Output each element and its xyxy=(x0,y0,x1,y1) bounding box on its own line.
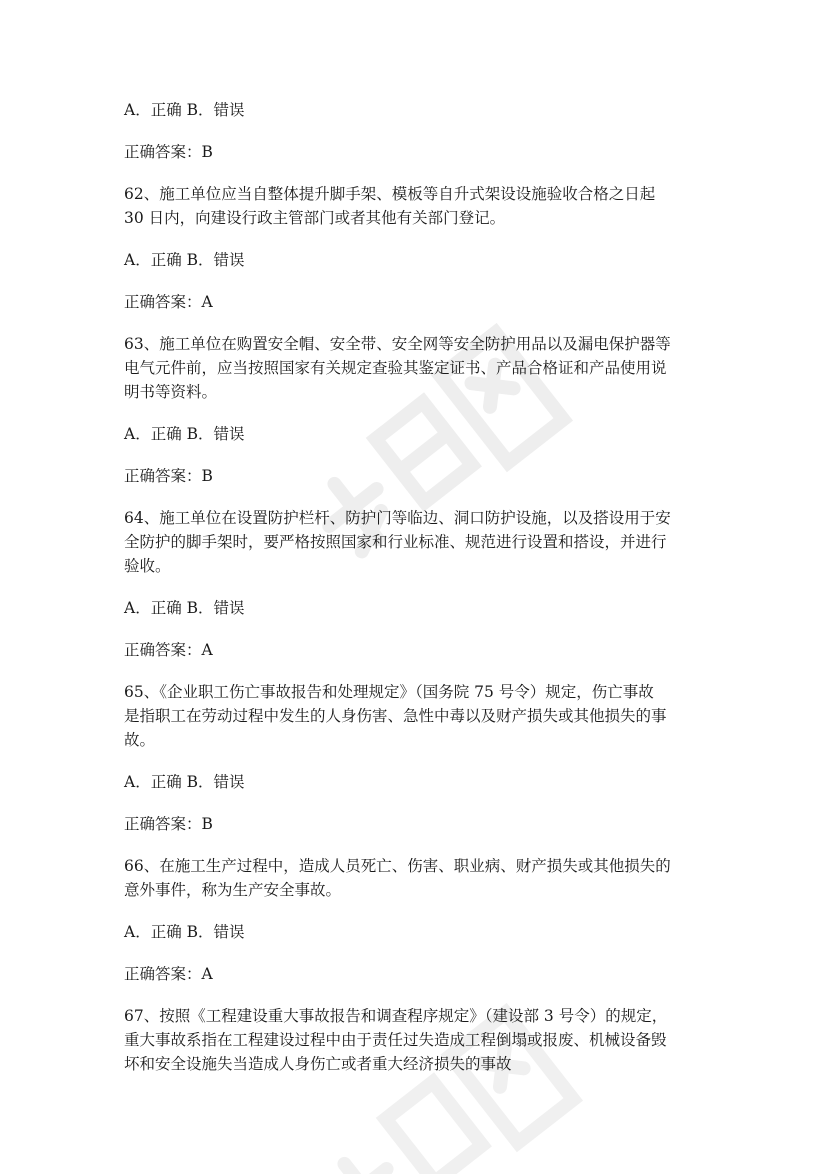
question-line: 重大事故系指在工程建设过程中由于责任过失造成工程倒塌或报废、机械设备毁 xyxy=(124,1031,667,1049)
question-item xyxy=(124,506,724,662)
question-text xyxy=(124,332,724,404)
options-line: A．正确 B．错误 xyxy=(124,425,245,443)
answer-line: 正确答案：A xyxy=(124,965,213,983)
options-line: A．正确 B．错误 xyxy=(124,599,245,617)
question-text xyxy=(124,506,724,578)
question-line: 坏和安全设施失当造成人身伤亡或者重大经济损失的事故 xyxy=(124,1055,512,1073)
answer-line: 正确答案：A xyxy=(124,293,213,311)
question-line: 30 日内，向建设行政主管部门或者其他有关部门登记。 xyxy=(124,209,506,227)
question-text xyxy=(124,182,724,230)
question-item xyxy=(124,332,724,488)
question-item xyxy=(124,854,724,986)
question-line: 意外事件，称为生产安全事故。 xyxy=(124,881,342,899)
options-line: A．正确 B．错误 xyxy=(124,773,245,791)
question-line: 62、施工单位应当自整体提升脚手架、模板等自升式架设设施验收合格之日起 xyxy=(124,185,656,203)
question-line: 63、施工单位在购置安全帽、安全带、安全网等安全防护用品以及漏电保护器等 xyxy=(124,335,671,353)
question-item xyxy=(124,98,724,164)
question-item xyxy=(124,680,724,836)
question-line: 65、《企业职工伤亡事故报告和处理规定》（国务院 75 号令）规定，伤亡事故 xyxy=(124,683,654,701)
question-line: 验收。 xyxy=(124,557,171,575)
options-line: A．正确 B．错误 xyxy=(124,101,245,119)
question-line: 电气元件前，应当按照国家有关规定查验其鉴定证书、产品合格证和产品使用说 xyxy=(124,359,667,377)
question-text xyxy=(124,680,724,752)
question-text xyxy=(124,1004,724,1076)
question-item xyxy=(124,1004,724,1076)
question-list xyxy=(124,98,724,1094)
answer-line: 正确答案：B xyxy=(124,143,213,161)
question-text xyxy=(124,854,724,902)
question-item xyxy=(124,182,724,314)
options-line: A．正确 B．错误 xyxy=(124,923,245,941)
question-line: 明书等资料。 xyxy=(124,383,218,401)
question-line: 67、按照《工程建设重大事故报告和调查程序规定》（建设部 3 号令）的规定， xyxy=(124,1007,668,1025)
question-line: 64、施工单位在设置防护栏杆、防护门等临边、洞口防护设施，以及搭设用于安 xyxy=(124,509,671,527)
answer-line: 正确答案：B xyxy=(124,467,213,485)
answer-line: 正确答案：A xyxy=(124,641,213,659)
question-line: 66、在施工生产过程中，造成人员死亡、伤害、职业病、财产损失或其他损失的 xyxy=(124,857,671,875)
question-line: 是指职工在劳动过程中发生的人身伤害、急性中毒以及财产损失或其他损失的事 xyxy=(124,707,667,725)
answer-line: 正确答案：B xyxy=(124,815,213,833)
question-line: 故。 xyxy=(124,731,156,749)
options-line: A．正确 B．错误 xyxy=(124,251,245,269)
question-line: 全防护的脚手架时，要严格按照国家和行业标准、规范进行设置和搭设，并进行 xyxy=(124,533,667,551)
